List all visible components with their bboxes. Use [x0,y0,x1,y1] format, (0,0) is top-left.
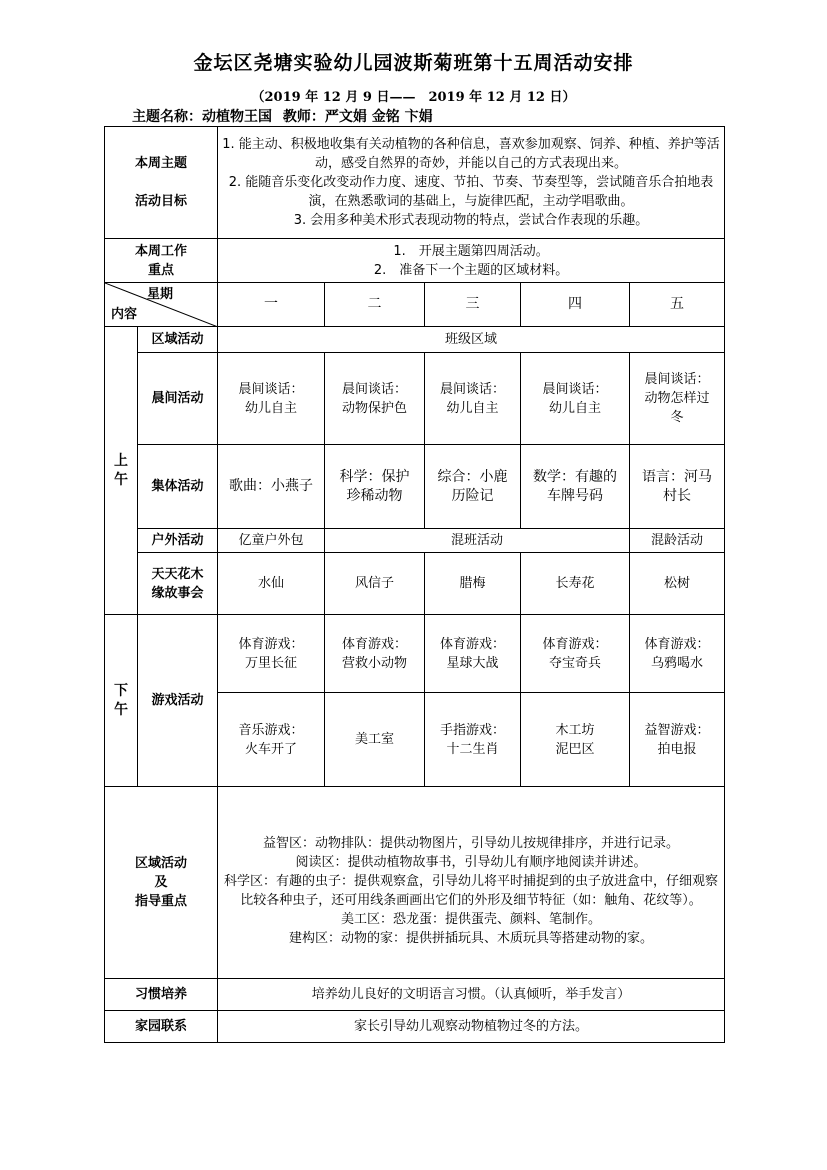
game-cell: 体育游戏： 万里长征 [218,615,325,693]
afternoon-game-row-1 [105,615,725,693]
outdoor-day1: 亿童户外包 [218,529,325,553]
work-item: 1. 开展主题第四周活动。 [393,243,549,259]
game-cell: 体育游戏： 夺宝奇兵 [521,615,630,693]
goals-row [105,127,725,239]
work-row [105,239,725,283]
guidance-content [218,787,725,979]
weekly-plan-table [104,126,725,1043]
morning-talk-cell: 晨间谈话： 动物保护色 [325,353,425,445]
group-activity-cell: 综合：小鹿 历险记 [425,445,521,529]
guidance-item: 建构区：动物的家：提供拼插玩具、木质玩具等搭建动物的家。 [289,930,654,946]
story-cell: 松树 [630,553,725,615]
guidance-row [105,787,725,979]
story-cell: 长寿花 [521,553,630,615]
morning-talk-cell: 晨间谈话： 幼儿自主 [218,353,325,445]
theme-name: 主题名称：动植物王国 [132,109,272,125]
story-row [105,553,725,615]
game-cell: 音乐游戏： 火车开了 [218,693,325,787]
story-cell: 风信子 [325,553,425,615]
game-cell: 体育游戏： 乌鸦喝水 [630,615,725,693]
game-cell: 木工坊 泥巴区 [521,693,630,787]
work-label: 本周工作 重点 [105,239,218,283]
home-value: 家长引导幼儿观察动物植物过冬的方法。 [218,1011,725,1043]
game-cell: 益智游戏： 拍电报 [630,693,725,787]
group-activity-cell: 语言：河马 村长 [630,445,725,529]
morning-area-row [105,327,725,353]
day-header: 二 [325,283,425,327]
group-activity-label: 集体活动 [138,445,218,529]
outdoor-mixed-age: 混龄活动 [630,529,725,553]
guidance-label: 区域活动 及 指导重点 [105,787,218,979]
home-label: 家园联系 [105,1011,218,1043]
goal-item: 1. 能主动、积极地收集有关动植物的各种信息，喜欢参加观察、饲养、种植、养护等活动，感受自然界的奇妙，并能以自己的方式表现出来。 [222,137,720,171]
goal-item: 2. 能随音乐变化改变动作力度、速度、节拍、节奏、节奏型等，尝试随音乐合拍地表演，在熟悉歌词的基础上，与旋律匹配，主动学唱歌曲。 [228,175,714,209]
outdoor-label: 户外活动 [138,529,218,553]
habit-row [105,979,725,1011]
afternoon-period: 下 午 [105,615,138,787]
story-cell: 水仙 [218,553,325,615]
morning-talk-row [105,353,725,445]
habit-label: 习惯培养 [105,979,218,1011]
group-activity-cell: 歌曲：小燕子 [218,445,325,529]
teacher-names: 教师：严文娟 金铭 卞娟 [282,109,433,125]
guidance-item: 阅读区：提供动植物故事书，引导幼儿有顺序地阅读并讲述。 [295,854,647,870]
habit-value: 培养幼儿良好的文明语言习惯。（认真倾听，举手发言） [218,979,725,1011]
outdoor-mixed-class: 混班活动 [325,529,630,553]
morning-talk-cell: 晨间谈话： 幼儿自主 [521,353,630,445]
morning-talk-label: 晨间活动 [138,353,218,445]
game-cell: 体育游戏： 星球大战 [425,615,521,693]
page-title: 金坛区尧塘实验幼儿园波斯菊班第十五周活动安排 [193,52,634,74]
day-header: 五 [630,283,725,327]
day-header: 三 [425,283,521,327]
game-cell: 体育游戏： 营救小动物 [325,615,425,693]
game-activity-label: 游戏活动 [138,615,218,787]
goals-label: 本周主题 活动目标 [105,127,218,239]
day-header: 四 [521,283,630,327]
morning-talk-cell: 晨间谈话： 动物怎样过 冬 [630,353,725,445]
guidance-item: 科学区：有趣的虫子：提供观察盒，引导幼儿将平时捕捉到的虫子放进盒中，仔细观察比较各种虫子，还可用线条画画出它们的外形及细节特征（如：触角、花纹等）。 [224,873,719,908]
goals-content [218,127,725,239]
outdoor-row [105,529,725,553]
work-item: 2. 准备下一个主题的区域材料。 [373,262,569,278]
guidance-item: 益智区：动物排队：提供动物图片，引导幼儿按规律排序，并进行记录。 [263,835,680,851]
diagonal-header-cell [105,283,218,327]
content-label: 内容 [111,307,138,322]
home-row [105,1011,725,1043]
weekday-label: 星期 [147,287,174,302]
theme-line [132,106,439,126]
morning-talk-cell: 晨间谈话： 幼儿自主 [425,353,521,445]
game-cell: 美工室 [325,693,425,787]
game-cell: 手指游戏： 十二生肖 [425,693,521,787]
story-label: 天天花木 缘故事会 [138,553,218,615]
day-header: 一 [218,283,325,327]
area-activity-label: 区域活动 [138,327,218,353]
weekday-header-row [105,283,725,327]
story-cell: 腊梅 [425,553,521,615]
group-activity-cell: 科学：保护 珍稀动物 [325,445,425,529]
morning-period: 上 午 [105,327,138,615]
work-content [218,239,725,283]
area-activity-value: 班级区域 [218,327,725,353]
goal-item: 3. 会用多种美术形式表现动物的特点，尝试合作表现的乐趣。 [293,213,649,228]
group-activity-row [105,445,725,529]
guidance-item: 美工区：恐龙蛋：提供蛋壳、颜料、笔制作。 [341,911,602,927]
group-activity-cell: 数学：有趣的 车牌号码 [521,445,630,529]
date-range: （2019 年 12 月 9 日—— 2019 年 12 月 12 日） [251,90,576,105]
